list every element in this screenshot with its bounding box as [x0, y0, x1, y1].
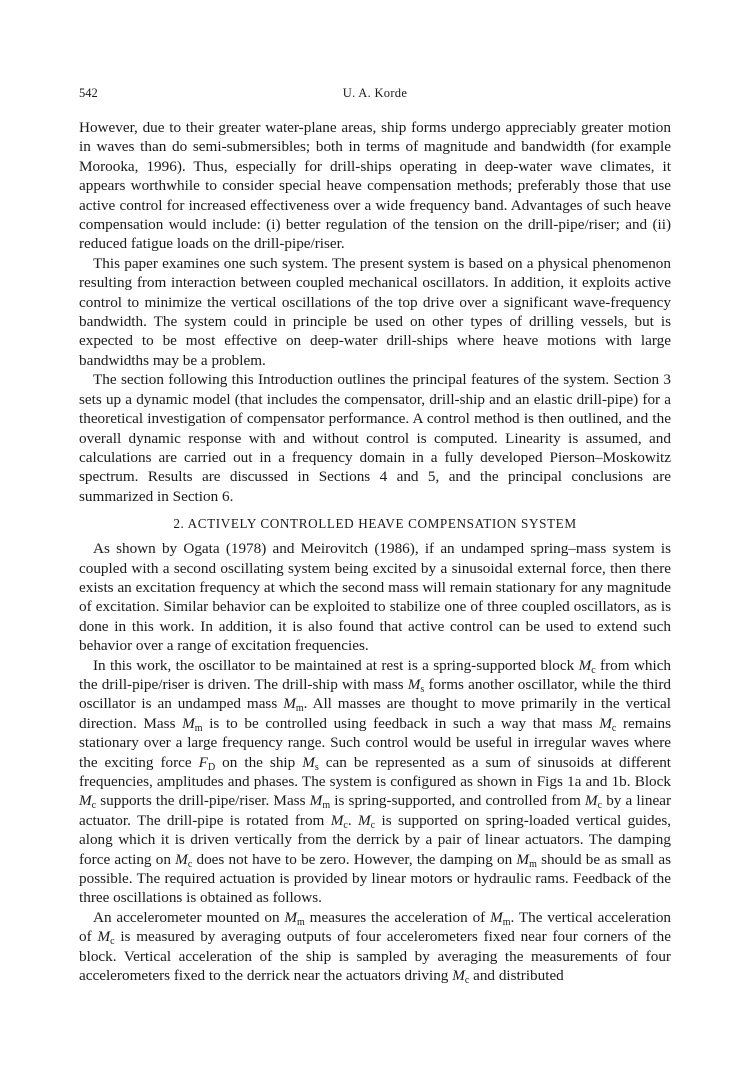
- symbol: $M_s$: [407, 675, 425, 695]
- symbol: $M_m$: [516, 850, 537, 870]
- symbol: $M_c$: [358, 811, 376, 831]
- symbol: $M_c$: [578, 656, 596, 676]
- section-heading: 2. ACTIVELY CONTROLLED HEAVE COMPENSATION SYSTEM: [173, 516, 577, 532]
- paragraph-2: This paper examines one such system. The present system is based on a physical phenomenon resulting from interaction between coupled mechanical oscillators. In addition, it exploits active control to minimize the vertical oscillations of the top drive over a significant wave-frequency bandwidth. The system could in principle be used on other types of drilling vessels, but is expected to be most effective on deep-water drill-ships where heave motions with large bandwidths may be a problem.: [79, 254, 671, 369]
- paragraph-6: An accelerometer mounted on $M_m$ measures the acceleration of $M_m$. The vertical acceleration of $M_c$ is measured by averaging outputs of four accelerometers fixed near four corners of the block. Vertical acceleration of the ship is sampled by averaging the measurements of four accelerometers fixed to the derrick near the actuators driving $M_c$ and distributed: [79, 908, 672, 987]
- symbol: $M_c$: [97, 928, 115, 948]
- symbol: $M_m$: [284, 908, 305, 928]
- running-head: [79, 86, 671, 106]
- symbol: $M_c$: [452, 967, 470, 987]
- symbol: $M_c$: [175, 850, 193, 870]
- running-title: U. A. Korde: [342, 86, 408, 100]
- body-text: [79, 118, 671, 985]
- symbol: $M_s$: [302, 753, 319, 773]
- symbol: $M_m$: [309, 792, 331, 812]
- symbol: $M_m$: [182, 714, 203, 734]
- symbol: $F_D$: [198, 753, 216, 773]
- paragraph-1: However, due to their greater water-plane areas, ship forms undergo appreciably greater motion in waves than do semi-submersibles; both in terms of magnitude and bandwidth (for example Morooka, 1996). Thus, especially for drill-ships operating in deep-water wave climates, it appears worthwhile to consider special heave compensation methods; preferably those that use active control for increased effectiveness over a wide frequency band. Advantages of such heave compensation would include: (i) better regulation of the tension on the drill-pipe/riser; and (ii) reduced fatigue loads on the drill-pipe/riser.: [79, 119, 671, 253]
- symbol: $M_c$: [79, 792, 97, 812]
- symbol: $M_c$: [584, 792, 603, 812]
- page-number: 542: [79, 86, 98, 100]
- paragraph-5: In this work, the oscillator to be maintained at rest is a spring-supported block $M_c$ from which the drill-pipe/riser is driven. The drill-ship with mass $M_s$ forms another oscillator, while the third oscillator is an undamped mass $M_m$. All masses are thought to move primarily in the vertical direction. Mass $M_m$ is to be controlled using feedback in such a way that mass $M_c$ remains stationary over a large frequency range. Such control would be useful in irregular waves where the exciting force $F_D$ on the ship $M_s$ can be represented as a sum of sinusoids at different frequencies, amplitudes and phases. The system is configured as shown in Figs 1a and 1b. Block $M_c$ supports the drill-pipe/riser. Mass $M_m$ is spring-supported, and controlled from $M_c$ by a linear actuator. The drill-pipe is rotated from $M_c$. $M_c$ is supported on spring-loaded vertical guides, along which it is driven vertically from the derrick by a pair of linear actuators. The damping force acting on $M_c$ does not have to be zero. However, the damping on $M_m$ should be as small as possible. The required actuation is provided by linear motors or hydraulic rams. Feedback of the three oscillations is obtained as follows.: [79, 656, 672, 907]
- symbol: $M_c$: [599, 714, 617, 734]
- symbol: $M_c$: [330, 811, 348, 831]
- symbol: $M_m$: [283, 695, 304, 715]
- symbol: $M_m$: [490, 908, 511, 928]
- paragraph-3: The section following this Introduction outlines the principal features of the system. Section 3 sets up a dynamic model (that includes the compensator, drill-ship and an elastic drill-pipe) for a theoretical investigation of compensator performance. A control method is then outlined, and the overall dynamic response with and without control is computed. Linearity is assumed, and calculations are carried out in a frequency domain in a fully developed Pierson–Moskowitz spectrum. Results are discussed in Sections 4 and 5, and the principal conclusions are summarized in Section 6.: [79, 371, 671, 505]
- paragraph-4: As shown by Ogata (1978) and Meirovitch (1986), if an undamped spring–mass system is coupled with a second oscillating system being excited by a sinusoidal external force, then there exists an excitation frequency at which the second mass will remain stationary for any magnitude of excitation. Similar behavior can be exploited to stabilize one of three coupled oscillators, as is done in this work. In addition, it is also found that active control can be used to extend such behavior over a range of excitation frequencies.: [79, 540, 671, 655]
